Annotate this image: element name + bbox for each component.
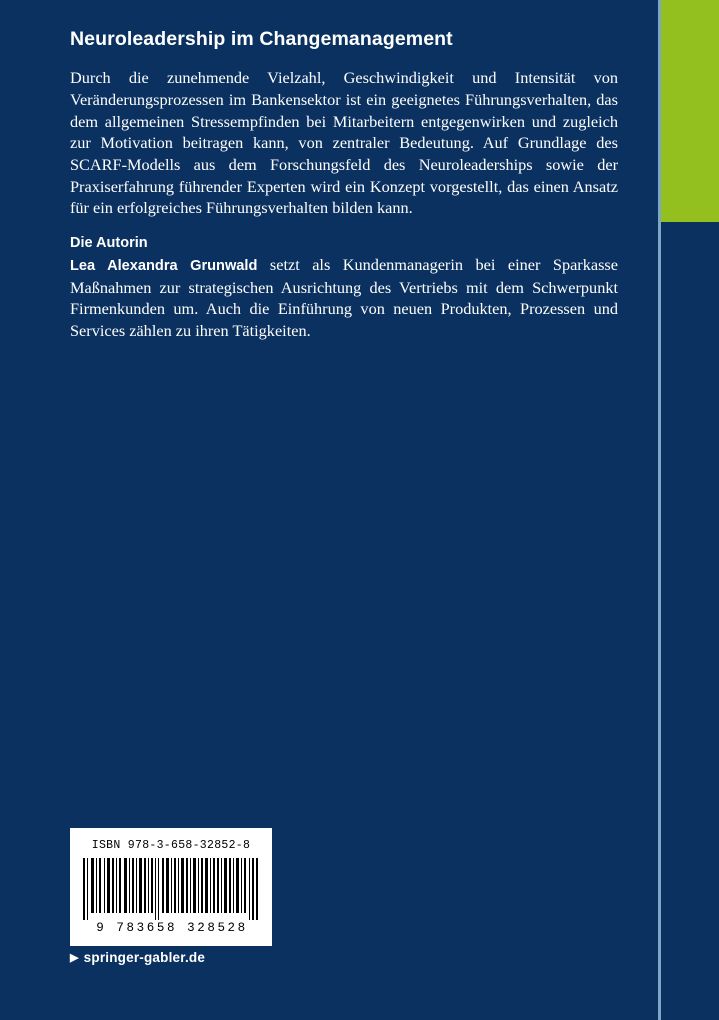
isbn-label: ISBN 978-3-658-32852-8	[91, 839, 251, 852]
imprint-label: springer-gabler.de	[83, 950, 206, 965]
spine-divider-line	[658, 0, 661, 1020]
author-description: setzt als Kundenmanagerin bei einer Sparkasse Maßnahmen zur strategischen Ausrichtung des Vertriebs mit dem Schwerpunkt Firmenkunden um. Auch die Einführung von neuen Produkten, Prozessen und Services zählen zu ihren Tätigkeiten.	[70, 255, 618, 340]
author-heading: Die Autorin	[70, 235, 148, 252]
blurb-paragraph: Durch die zunehmende Vielzahl, Geschwindigkeit und Intensität von Veränderungsprozessen im Bankensektor ist ein geeignetes Führungsverhalten, das dem allgemeinen Stressempfinden bei Mitarbeitern entgegenwirken und zugleich zur Motivation beitragen kann, von zentraler Bedeutung. Auf Grundlage des SCARF-Modells aus dem Forschungsfeld des Neuroleaderships sowie der Praxiserfahrung führender Experten wird ein Konzept vorgestellt, das einen Ansatz für ein erfolgreiches Führungsverhalten bilden kann.	[70, 68, 618, 218]
triangle-icon: ▶	[70, 952, 79, 964]
isbn-barcode	[70, 828, 272, 946]
green-accent-block	[661, 0, 719, 222]
author-name: Lea Alexandra Grunwald	[70, 258, 258, 275]
publisher-imprint	[70, 950, 205, 965]
cover-text-block	[70, 28, 618, 342]
barcode-bars-icon	[83, 858, 259, 920]
page-title: Neuroleadership im Changemanagement	[70, 28, 453, 50]
ean-digits: 9 783658 328528	[96, 921, 248, 935]
author-paragraph	[70, 254, 618, 341]
right-edge-strip	[661, 0, 719, 1020]
